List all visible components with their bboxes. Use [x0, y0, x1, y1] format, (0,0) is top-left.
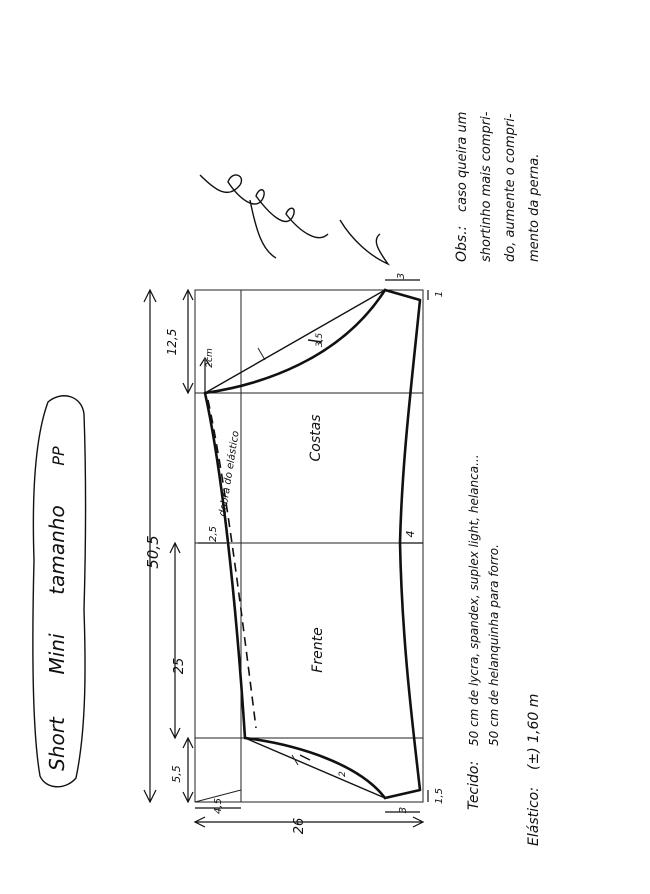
note-line-4: mento da perna.	[527, 153, 542, 262]
total-length-label: 50,5	[144, 535, 162, 569]
note-line-3: do, aumente o compri-	[503, 113, 518, 262]
front-curve-label: 2	[338, 771, 348, 777]
front-crotch-guide	[245, 738, 385, 798]
side-seam	[385, 290, 420, 798]
note-line-2: shortinho mais compri-	[479, 111, 494, 262]
note-label: Obs.:	[454, 225, 470, 262]
title-short: Short	[45, 717, 69, 771]
note-block	[454, 111, 542, 262]
note-line-1: caso queira um	[455, 111, 470, 212]
signature	[200, 175, 388, 264]
fabric-line-1: 50 cm de lycra, spandex, suplex light, helanca...	[467, 454, 481, 746]
title-tamanho: tamanho	[45, 505, 69, 595]
fabric-label: Tecido:	[466, 760, 482, 810]
bottom-left-label: 4,5	[213, 798, 224, 814]
back-guide-tick	[258, 348, 265, 360]
signature-stroke-1	[200, 175, 328, 238]
front-crotch-label: 5,5	[170, 765, 183, 783]
materials-block	[466, 454, 542, 846]
width-label: 26	[292, 817, 307, 835]
title-size: PP	[49, 446, 68, 466]
elastic-value: (±) 1,60 m	[526, 693, 542, 770]
front-curve-mark	[300, 755, 310, 760]
pattern-outline	[205, 290, 420, 798]
signature-stroke-2	[250, 200, 388, 264]
back-offset-label: 2cm	[205, 348, 215, 368]
front-piece-label: Frente	[310, 627, 326, 673]
bottom-right-a-label: 3	[398, 806, 409, 814]
front-length-label: 25	[172, 657, 187, 675]
top-right-a-label: 3	[396, 272, 407, 280]
waist-drop-label: 2,5	[208, 526, 219, 542]
elastic-label: Elástico:	[526, 787, 542, 846]
side-in-label: 4	[404, 530, 417, 538]
back-curve-label: 3,5	[315, 332, 325, 348]
back-crotch-label: 12,5	[165, 328, 179, 356]
elastic-fold-label: dobra do elástico	[217, 430, 242, 518]
title-mini: Mini	[45, 633, 69, 675]
title-block	[33, 396, 86, 787]
top-right-b-label: 1	[434, 290, 445, 298]
back-crotch-guide	[205, 290, 385, 393]
back-piece-label: Costas	[308, 414, 324, 462]
fabric-line-2: 50 cm de helanquinha para forro.	[487, 544, 501, 746]
bottom-right-b-label: 1,5	[434, 788, 445, 804]
